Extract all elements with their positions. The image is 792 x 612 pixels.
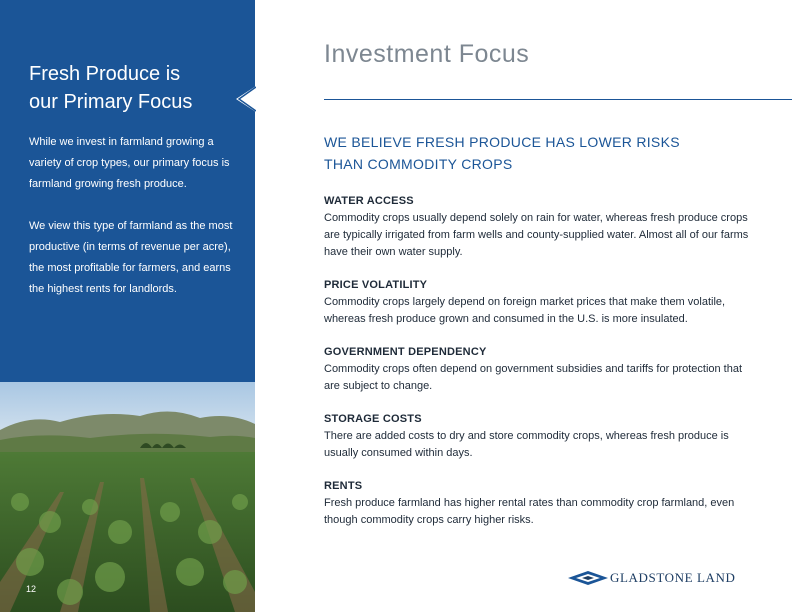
section-rents [324,478,754,529]
pointer-notch-icon [236,86,256,112]
section-subheading [324,131,744,175]
sidebar-panel [0,0,255,382]
subheading-line2: THAN COMMODITY CROPS [324,156,513,172]
section-text: There are added costs to dry and store commodity crops, whereas fresh produce is usually consumed within days. [324,430,729,459]
section-price-volatility [324,277,754,328]
section-title: RENTS [324,480,363,492]
title-divider [324,99,792,100]
farm-field-photo [0,382,255,612]
subheading-line1: WE BELIEVE FRESH PRODUCE HAS LOWER RISKS [324,134,680,150]
section-title: WATER ACCESS [324,195,414,207]
section-title: GOVERNMENT DEPENDENCY [324,346,487,358]
sidebar-body [29,132,247,321]
section-title: PRICE VOLATILITY [324,279,428,291]
risk-sections [324,193,754,545]
page-title: Investment Focus [324,40,530,68]
section-title: STORAGE COSTS [324,413,422,425]
sidebar-heading-line2: our Primary Focus [29,91,193,113]
sidebar-paragraph: While we invest in farmland growing a variety of crop types, our primary focus is farmland growing fresh produce. [29,136,230,190]
section-text: Commodity crops often depend on government subsidies and tariffs for protection that are subject to change. [324,363,743,392]
sidebar-heading [29,60,244,116]
section-storage-costs [324,411,754,462]
company-logo [568,569,743,587]
section-government-dependency [324,344,754,395]
section-text: Fresh produce farmland has higher rental rates than commodity crop farmland, even though commodity crops carry higher risks. [324,497,735,526]
section-text: Commodity crops largely depend on foreign market prices that make them volatile, whereas fresh produce grown and consumed in the U.S. is more insulated. [324,296,726,325]
section-water-access [324,193,754,261]
page-number: 12 [26,584,37,594]
section-text: Commodity crops usually depend solely on rain for water, whereas fresh produce crops are typically irrigated from farm wells and county-supplied water. Almost all of our farms have their own water supply. [324,212,749,258]
logo-text: GLADSTONE LAND [610,570,736,585]
sidebar-heading-line1: Fresh Produce is [29,63,181,85]
sidebar-paragraph: We view this type of farmland as the most productive (in terms of revenue per acre), the most profitable for farmers, and earns the highest rents for landlords. [29,220,233,295]
gladstone-diamond-logo-icon [568,571,608,585]
